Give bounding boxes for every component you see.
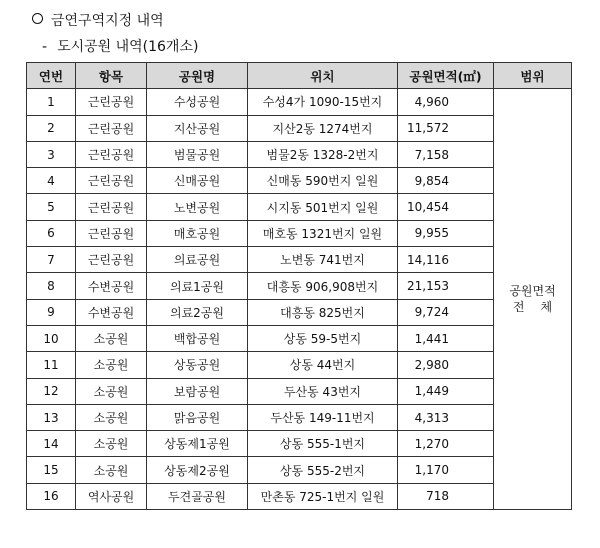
row-no: 6 — [27, 220, 76, 246]
scope-line1: 공원면적 — [509, 284, 556, 299]
row-area: 9,724 — [398, 299, 494, 325]
row-category: 근린공원 — [76, 141, 147, 167]
scope-line2: 전체 — [512, 300, 569, 315]
row-category: 소공원 — [76, 457, 147, 483]
row-area: 718 — [398, 483, 494, 509]
row-no: 2 — [27, 115, 76, 141]
row-location: 상동 44번지 — [248, 352, 398, 378]
row-no: 13 — [27, 404, 76, 430]
table-row — [27, 404, 572, 430]
row-park-name: 백합공원 — [147, 325, 248, 351]
row-park-name: 보람공원 — [147, 378, 248, 404]
row-no: 14 — [27, 431, 76, 457]
row-area: 11,572 — [398, 115, 494, 141]
row-park-name: 노변공원 — [147, 194, 248, 220]
row-category: 근린공원 — [76, 168, 147, 194]
row-area: 10,454 — [398, 194, 494, 220]
row-category: 소공원 — [76, 431, 147, 457]
row-no: 15 — [27, 457, 76, 483]
row-category: 수변공원 — [76, 273, 147, 299]
row-location: 두산동 149-11번지 — [248, 404, 398, 430]
row-park-name: 상동공원 — [147, 352, 248, 378]
row-park-name: 의료2공원 — [147, 299, 248, 325]
row-area: 4,960 — [398, 89, 494, 115]
scope-cell — [494, 89, 572, 510]
header-park-name: 공원명 — [147, 63, 248, 89]
table-row — [27, 325, 572, 351]
park-table — [26, 62, 572, 510]
row-category: 소공원 — [76, 325, 147, 351]
row-no: 16 — [27, 483, 76, 509]
table-body — [27, 89, 572, 510]
row-park-name: 맑음공원 — [147, 404, 248, 430]
row-category: 근린공원 — [76, 247, 147, 273]
row-location: 범물2동 1328-2번지 — [248, 141, 398, 167]
row-area: 1,170 — [398, 457, 494, 483]
row-location: 노변동 741번지 — [248, 247, 398, 273]
row-location: 매호동 1321번지 일원 — [248, 220, 398, 246]
row-no: 11 — [27, 352, 76, 378]
table-row — [27, 378, 572, 404]
row-no: 4 — [27, 168, 76, 194]
table-row — [27, 273, 572, 299]
row-area: 14,116 — [398, 247, 494, 273]
dash-bullet: - — [42, 39, 48, 55]
table-row — [27, 194, 572, 220]
row-area: 21,153 — [398, 273, 494, 299]
row-category: 근린공원 — [76, 220, 147, 246]
header-area: 공원면적(㎡) — [398, 63, 494, 89]
row-category: 소공원 — [76, 378, 147, 404]
subsection-heading — [42, 36, 198, 56]
row-park-name: 두견골공원 — [147, 483, 248, 509]
subsection-title: 도시공원 내역(16개소) — [57, 39, 199, 55]
row-park-name: 범물공원 — [147, 141, 248, 167]
row-location: 두산동 43번지 — [248, 378, 398, 404]
row-area: 1,270 — [398, 431, 494, 457]
row-location: 상동 59-5번지 — [248, 325, 398, 351]
row-no: 10 — [27, 325, 76, 351]
table-row — [27, 115, 572, 141]
table-row — [27, 247, 572, 273]
row-no: 12 — [27, 378, 76, 404]
table-row — [27, 457, 572, 483]
row-no: 7 — [27, 247, 76, 273]
row-area: 1,441 — [398, 325, 494, 351]
table-row — [27, 168, 572, 194]
header-category: 항목 — [76, 63, 147, 89]
row-location: 상동 555-1번지 — [248, 431, 398, 457]
table-row — [27, 220, 572, 246]
row-category: 소공원 — [76, 352, 147, 378]
row-category: 역사공원 — [76, 483, 147, 509]
row-park-name: 매호공원 — [147, 220, 248, 246]
table-row — [27, 141, 572, 167]
row-no: 9 — [27, 299, 76, 325]
header-scope: 범위 — [494, 63, 572, 89]
table-row — [27, 299, 572, 325]
table-row — [27, 431, 572, 457]
row-location: 대흥동 906,908번지 — [248, 273, 398, 299]
row-location: 수성4가 1090-15번지 — [248, 89, 398, 115]
header-no: 연번 — [27, 63, 76, 89]
row-location: 상동 555-2번지 — [248, 457, 398, 483]
row-park-name: 신매공원 — [147, 168, 248, 194]
row-location: 신매동 590번지 일원 — [248, 168, 398, 194]
row-category: 근린공원 — [76, 115, 147, 141]
table-row — [27, 352, 572, 378]
row-category: 수변공원 — [76, 299, 147, 325]
row-area: 7,158 — [398, 141, 494, 167]
row-area: 9,854 — [398, 168, 494, 194]
row-area: 4,313 — [398, 404, 494, 430]
table-row — [27, 483, 572, 509]
row-area: 1,449 — [398, 378, 494, 404]
row-area: 2,980 — [398, 352, 494, 378]
row-park-name: 지산공원 — [147, 115, 248, 141]
circle-bullet-icon — [32, 13, 43, 24]
row-location: 대흥동 825번지 — [248, 299, 398, 325]
table-row — [27, 89, 572, 115]
row-park-name: 의료1공원 — [147, 273, 248, 299]
row-no: 5 — [27, 194, 76, 220]
row-area: 9,955 — [398, 220, 494, 246]
row-category: 소공원 — [76, 404, 147, 430]
row-park-name: 수성공원 — [147, 89, 248, 115]
row-no: 8 — [27, 273, 76, 299]
header-location: 위치 — [248, 63, 398, 89]
row-location: 만촌동 725-1번지 일원 — [248, 483, 398, 509]
row-park-name: 상동제2공원 — [147, 457, 248, 483]
row-location: 지산2동 1274번지 — [248, 115, 398, 141]
row-location: 시지동 501번지 일원 — [248, 194, 398, 220]
row-category: 근린공원 — [76, 194, 147, 220]
row-category: 근린공원 — [76, 89, 147, 115]
row-no: 3 — [27, 141, 76, 167]
row-no: 1 — [27, 89, 76, 115]
row-park-name: 상동제1공원 — [147, 431, 248, 457]
section-title: 금연구역지정 내역 — [51, 13, 164, 29]
section-heading — [32, 10, 164, 30]
table-header — [27, 63, 572, 89]
row-park-name: 의료공원 — [147, 247, 248, 273]
